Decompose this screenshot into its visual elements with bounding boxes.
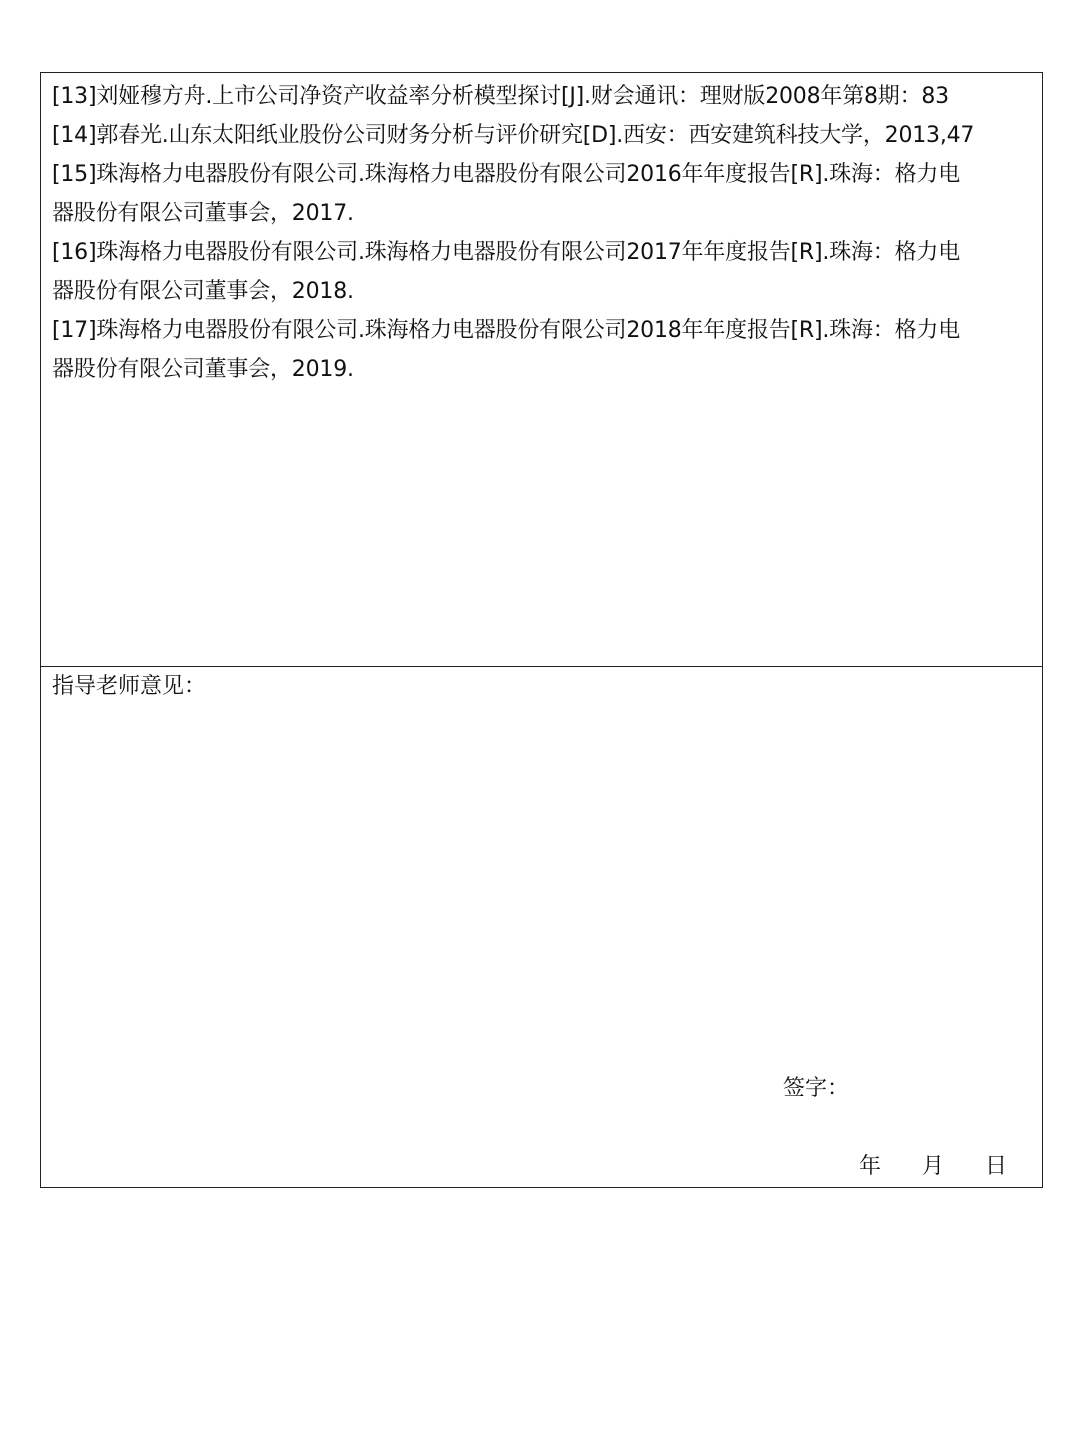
reference-line: [13]刘娅穆方舟.上市公司净资产收益率分析模型探讨[J].财会通讯：理财版2008年第8期：83 [52,84,949,109]
reference-line: [15]珠海格力电器股份有限公司.珠海格力电器股份有限公司2016年年度报告[R].珠海：格力电 [52,162,960,187]
references-cell [41,73,1042,667]
advisor-opinion-label: 指导老师意见： [52,674,207,699]
reference-line: 器股份有限公司董事会，2019. [52,357,354,382]
date-year-label: 年 [859,1154,882,1179]
advisor-opinion-cell[interactable] [41,667,1042,1187]
reference-line: 器股份有限公司董事会，2018. [52,279,354,304]
reference-line: [16]珠海格力电器股份有限公司.珠海格力电器股份有限公司2017年年度报告[R].珠海：格力电 [52,240,960,265]
date-day-label: 日 [985,1154,1008,1179]
reference-line: [14]郭春光.山东太阳纸业股份公司财务分析与评价研究[D].西安：西安建筑科技大学，2013,47 [52,123,975,148]
date-month-label: 月 [922,1154,945,1179]
reference-line: 器股份有限公司董事会，2017. [52,201,354,226]
reference-line: [17]珠海格力电器股份有限公司.珠海格力电器股份有限公司2018年年度报告[R].珠海：格力电 [52,318,960,343]
signature-label: 签字： [783,1076,850,1101]
form-table [40,72,1043,1188]
